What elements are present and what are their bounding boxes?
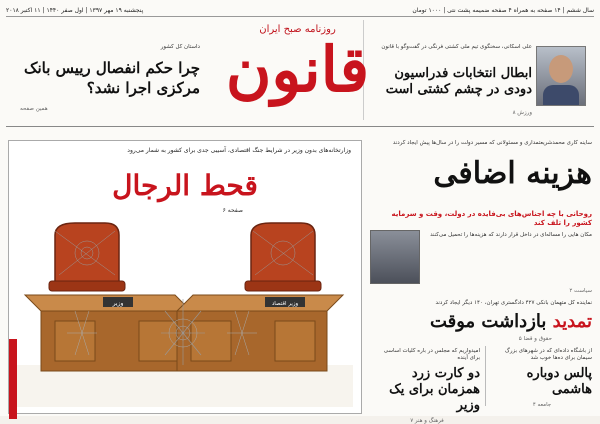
- portrait-photo: [536, 46, 586, 106]
- lead-story-column: [370, 140, 592, 424]
- issue-date: پنجشنبه ۱۹ مهر ۱۳۹۷ | اول صفر ۱۴۴۰ | ۱۱ اکتبر ۲۰۱۸: [6, 6, 144, 14]
- detention-headline-rest: بازداشت موقت: [429, 311, 547, 332]
- cartoon-side-tag: [9, 339, 17, 419]
- cartoon-title: قحط الرجال: [112, 169, 258, 202]
- hashemi-page: جامعه ۴: [532, 402, 552, 408]
- yellow-card-page: فرهنگ و هنر ۷: [410, 418, 444, 424]
- sports-teaser-headline: ابطال انتخابات فدراسیون دودی در چشم کشتی است: [385, 66, 532, 97]
- hashemi-story[interactable]: [492, 348, 592, 408]
- lead-photo: [370, 230, 420, 284]
- column-divider: [485, 346, 486, 406]
- sports-teaser-page: ورزش ۸: [512, 110, 532, 116]
- empty-chair-left: [49, 223, 125, 291]
- issue-info-right: سال ششم | ۱۴ صفحه به همراه ۴ صفحه ضمیمه پشت نتی | ۱۰۰۰ تومان: [412, 6, 594, 14]
- bank-teaser-page: همین صفحه: [20, 106, 48, 112]
- bank-teaser-kicker: داستان کل کشور: [160, 44, 200, 50]
- lead-body: مکان هایی را مساله‌ای در داخل قرار دارند که هزینه‌ها را تحمیل می‌کنند: [430, 232, 592, 238]
- section-divider: [6, 126, 594, 127]
- masthead: [210, 18, 385, 122]
- sports-teaser-kicker: علی اسکانی، سخنگوی تیم ملی کشتی فرنگی در گفت‌وگو با قانون: [381, 44, 532, 50]
- yellow-card-kicker: امیدواریم که مجلس در باره کلیات اساسی برای آینده: [383, 348, 480, 361]
- masthead-subtitle: روزنامه صبح ایران: [259, 24, 336, 35]
- empty-chair-right: [245, 223, 321, 291]
- newspaper-logo: قانون: [225, 33, 370, 106]
- cartoon-page: صفحه ۶: [222, 207, 243, 214]
- hashemi-headline: پالس دوباره هاشمی: [526, 366, 592, 397]
- desk-left-label: وزیر: [112, 300, 124, 307]
- yellow-card-story[interactable]: [374, 348, 480, 424]
- lead-kicker: ساینه کاری محمدشریعتمداری و مسئولانی که مسیر دولت را در سال‌ها پیش ایجاد کردند: [392, 140, 592, 146]
- issue-info-bar: [6, 4, 594, 17]
- detention-headline[interactable]: [370, 310, 592, 334]
- lead-headline[interactable]: هزینه اضافی: [433, 156, 592, 191]
- hashemi-kicker: از باشگاه داده‌ای که در شهرهای بزرگ سیمان برای ده‌ها خوب شد: [504, 348, 592, 361]
- cartoon-feature[interactable]: [8, 140, 362, 414]
- sports-teaser[interactable]: [363, 20, 592, 120]
- yellow-card-headline: دو کارت زرد همزمان برای یک وزیر: [389, 366, 480, 413]
- detention-page: حقوق و قضا ۵: [518, 336, 552, 342]
- lead-page: سیاست ۲: [569, 288, 592, 294]
- bank-teaser[interactable]: [8, 20, 200, 120]
- lead-red-subhead: روحانی با چه اجناس‌های بی‌فایده در دولت، وقت و سرمایه کشور را تلف کند: [391, 210, 592, 227]
- bank-teaser-headline: چرا حکم انفصال رییس بانک مرکزی اجرا نشد؟: [24, 59, 200, 97]
- detention-headline-red: تمدید: [552, 311, 592, 332]
- desk-right-label: وزیر اقتصاد: [271, 301, 299, 307]
- cartoon-illustration: [15, 215, 353, 407]
- cartoon-kicker: وزارتخانه‌های بدون وزیر در شرایط جنگ اقتصادی، آسیبی جدی برای کشور به شمار می‌رود: [127, 147, 351, 154]
- detention-kicker: نماینده کل متهمان بانکی ۴۲۷ دادگستری تهران، ۱۴۰ دیگر ایجاد کردند: [435, 300, 592, 306]
